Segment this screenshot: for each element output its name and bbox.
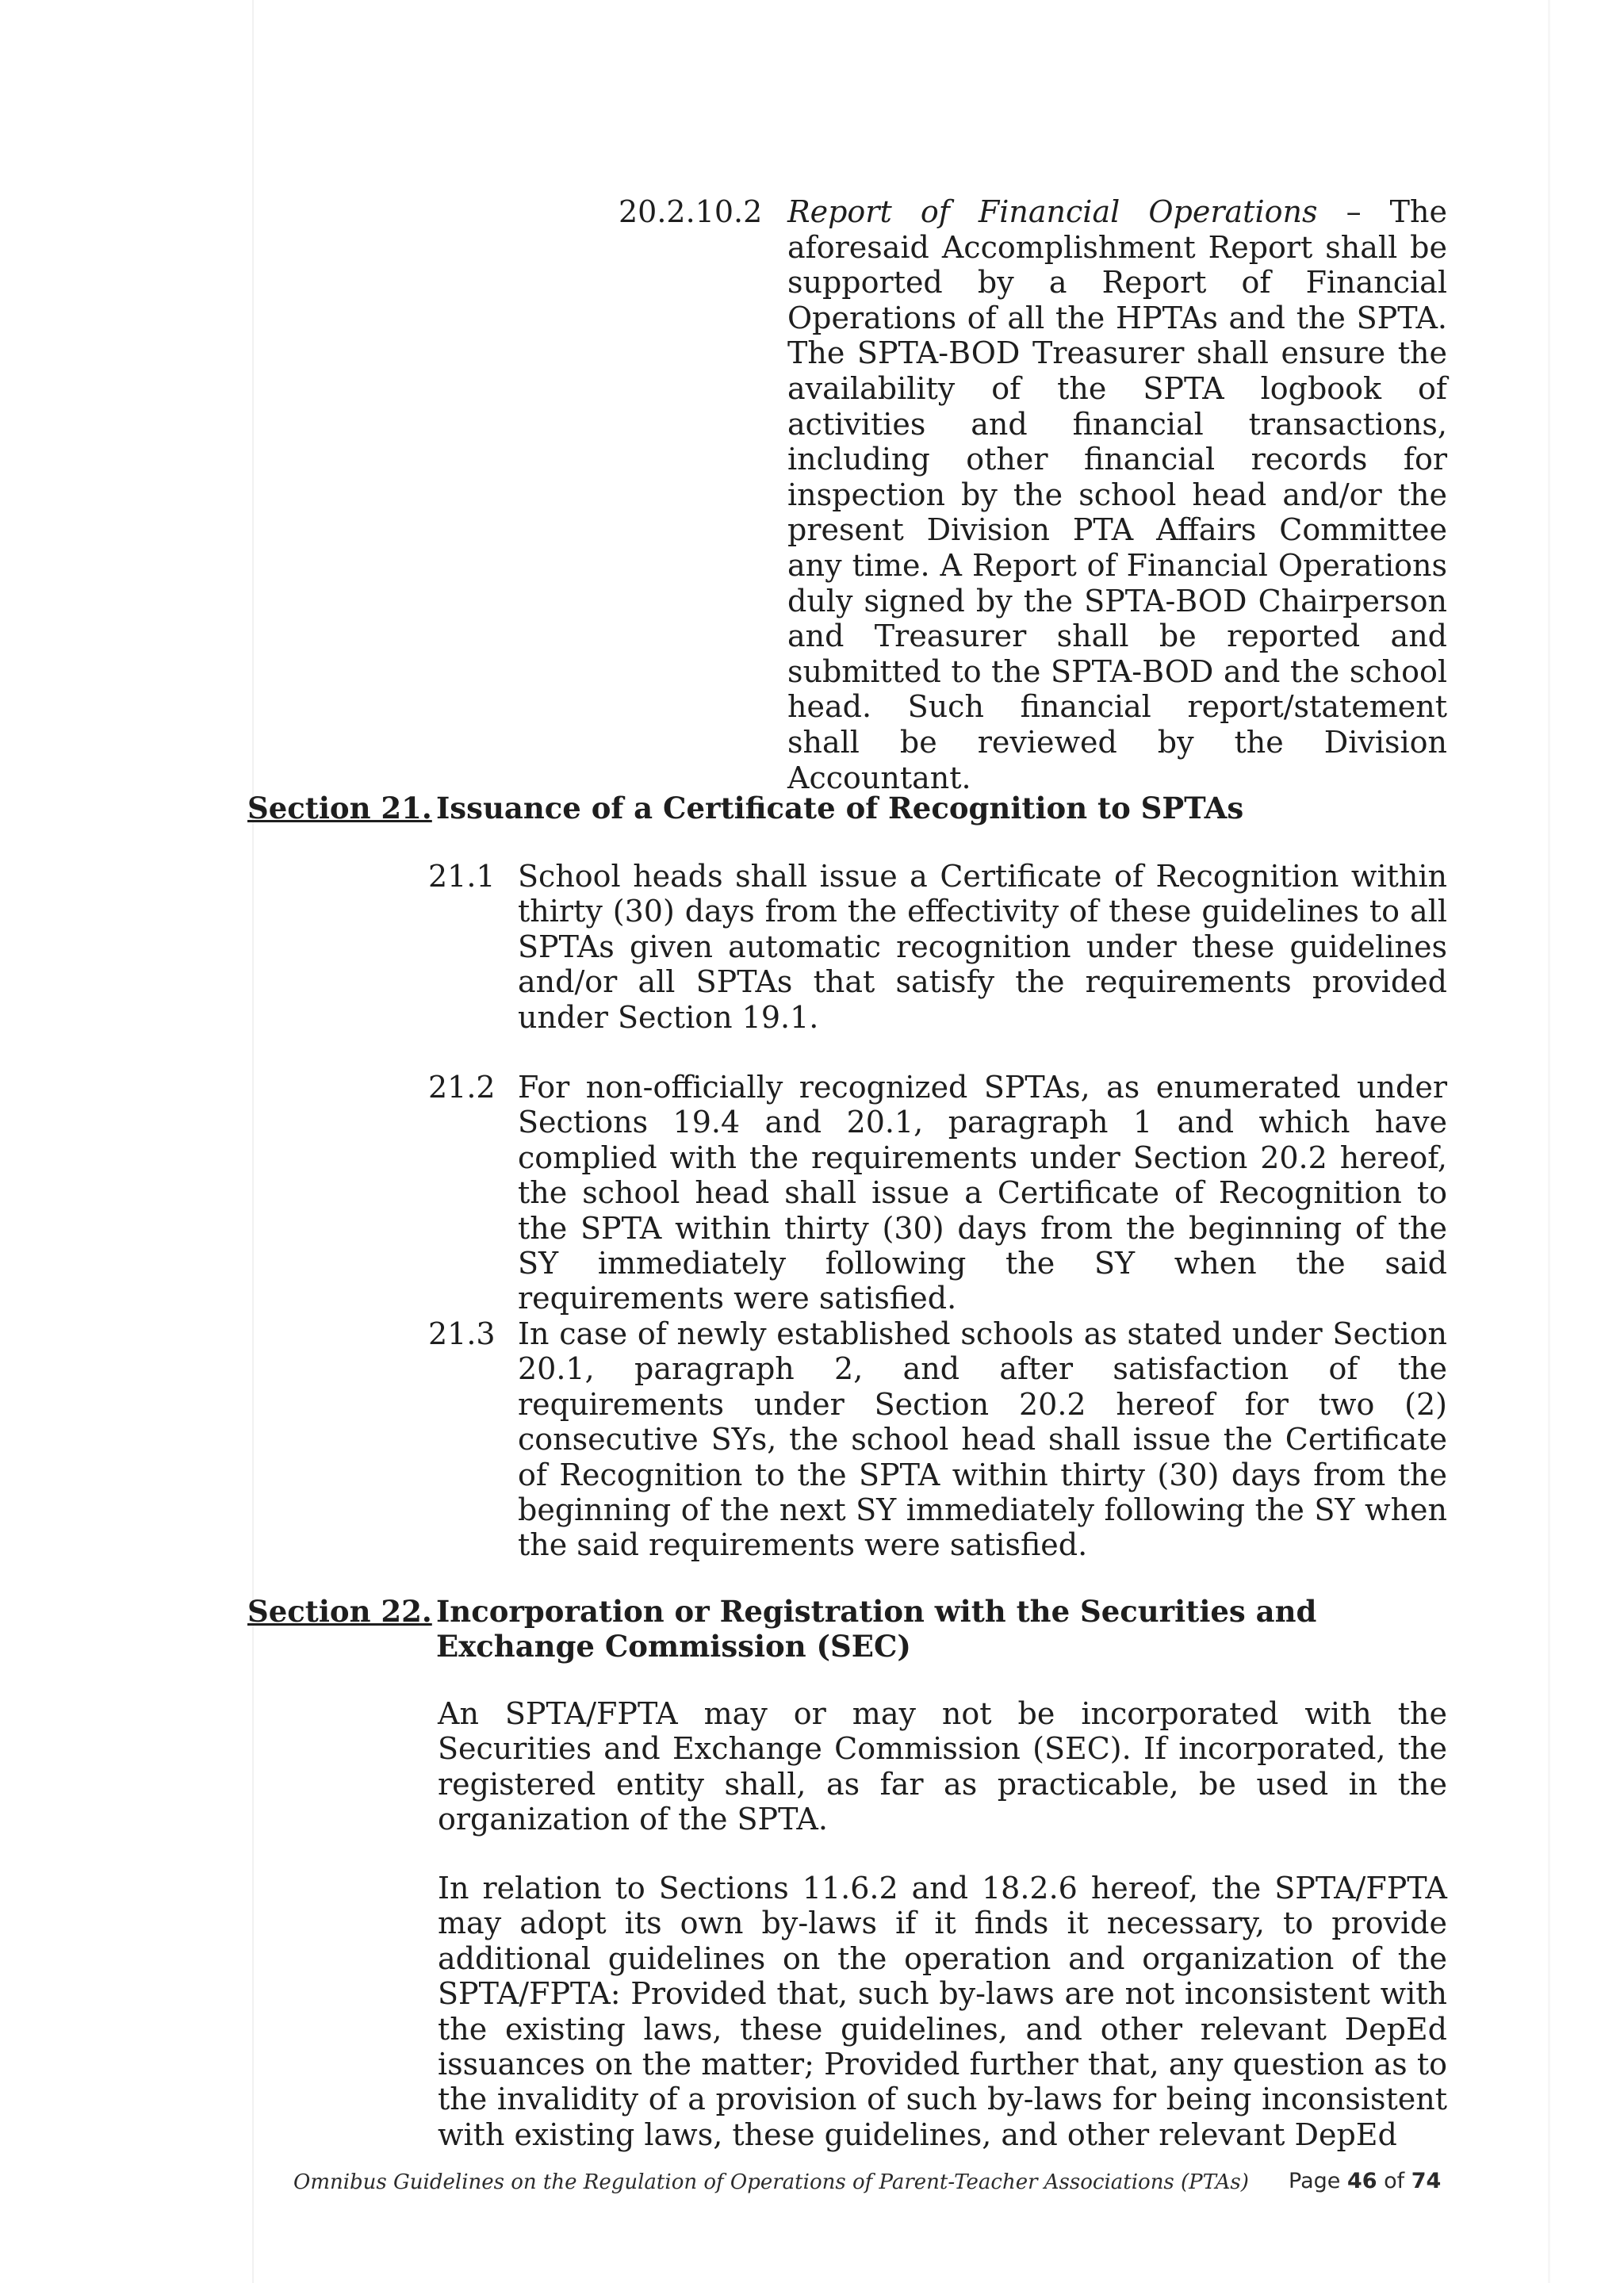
item-number: 21.1 xyxy=(428,859,496,894)
scan-edge-left xyxy=(252,0,254,2283)
subsection-number: 20.2.10.2 xyxy=(619,194,763,229)
item-21-3 xyxy=(428,1316,1447,1563)
page-total: 74 xyxy=(1411,2169,1442,2193)
item-text: School heads shall issue a Certificate of Recognition within thirty (30) days from the effectivity of these guidelines to all SPTAs given automatic recognition under these guidelines and/or all SPTAs that satisfy the requirements provided under Section 19.1. xyxy=(518,859,1447,1035)
scan-edge-right xyxy=(1548,0,1550,2283)
section-21-label: Section 21. xyxy=(247,791,432,825)
section-21-title: Issuance of a Certificate of Recognition to SPTAs xyxy=(436,791,1244,825)
page-of: of xyxy=(1384,2169,1405,2193)
subsection-text: – The aforesaid Accomplishment Report shall be supported by a Report of Financial Operations of all the HPTAs and the SPTA. The SPTA-BOD Treasurer shall ensure the availability of the SPTA logbook of activities and financial transactions, including other financial records for inspection by the school head and/or the present Division PTA Affairs Committee any time. A Report of Financial Operations duly signed by the SPTA-BOD Chairperson and Treasurer shall be reported and submitted to the SPTA-BOD and the school head. Such financial report/statement shall be reviewed by the Division Accountant. xyxy=(787,194,1447,795)
section-21-heading xyxy=(247,791,1469,825)
section-22-heading xyxy=(247,1594,1469,1664)
section-22-paragraph-1: An SPTA/FPTA may or may not be incorporated with the Securities and Exchange Commission (SEC). If incorporated, the registered entity shall, as far as practicable, be used in the organization of the SPTA. xyxy=(438,1696,1447,1837)
page-current: 46 xyxy=(1346,2169,1377,2193)
page-word: Page xyxy=(1289,2169,1341,2193)
item-text: For non-officially recognized SPTAs, as enumerated under Sections 19.4 and 20.1, paragraph 1 and which have complied with the requirements under Section 20.2 hereof, the school head shall issue a Certificate of Recognition to the SPTA within thirty (30) days from the beginning of the SY immediately following the SY when the said requirements were satisfied. xyxy=(518,1070,1447,1316)
item-number: 21.2 xyxy=(428,1070,496,1105)
subsection-body xyxy=(787,194,1447,795)
subsection-20-2-10-2 xyxy=(619,194,1447,795)
item-text: In case of newly established schools as stated under Section 20.1, paragraph 2, and after satisfaction of the requirements under Section 20.2 hereof for two (2) consecutive SYs, the school head shall issue the Certificate of Recognition to the SPTA within thirty (30) days from the beginning of the next SY immediately following the SY when the said requirements were satisfied. xyxy=(518,1316,1447,1563)
item-21-2 xyxy=(428,1070,1447,1316)
footer-page-number xyxy=(1289,2168,1441,2195)
footer-document-title: Omnibus Guidelines on the Regulation of Operations of Parent-Teacher Associations (PTAs) xyxy=(293,2170,1249,2194)
item-21-1 xyxy=(428,859,1447,1035)
section-22-label: Section 22. xyxy=(247,1594,432,1629)
item-number: 21.3 xyxy=(428,1316,496,1351)
section-22-title: Incorporation or Registration with the Securities and Exchange Commission (SEC) xyxy=(436,1594,1317,1664)
subsection-title: Report of Financial Operations xyxy=(787,194,1318,229)
section-22-paragraph-2: In relation to Sections 11.6.2 and 18.2.6 hereof, the SPTA/FPTA may adopt its own by-laws if it finds it necessary, to provide additional guidelines on the operation and organization of the SPTA/FPTA: Provided that, such by-laws are not inconsistent with the existing laws, these guidelines, and other relevant DepEd issuances on the matter; Provided further that, any question as to the invalidity of a provision of such by-laws for being inconsistent with existing laws, these guidelines, and other relevant DepEd xyxy=(438,1871,1447,2152)
